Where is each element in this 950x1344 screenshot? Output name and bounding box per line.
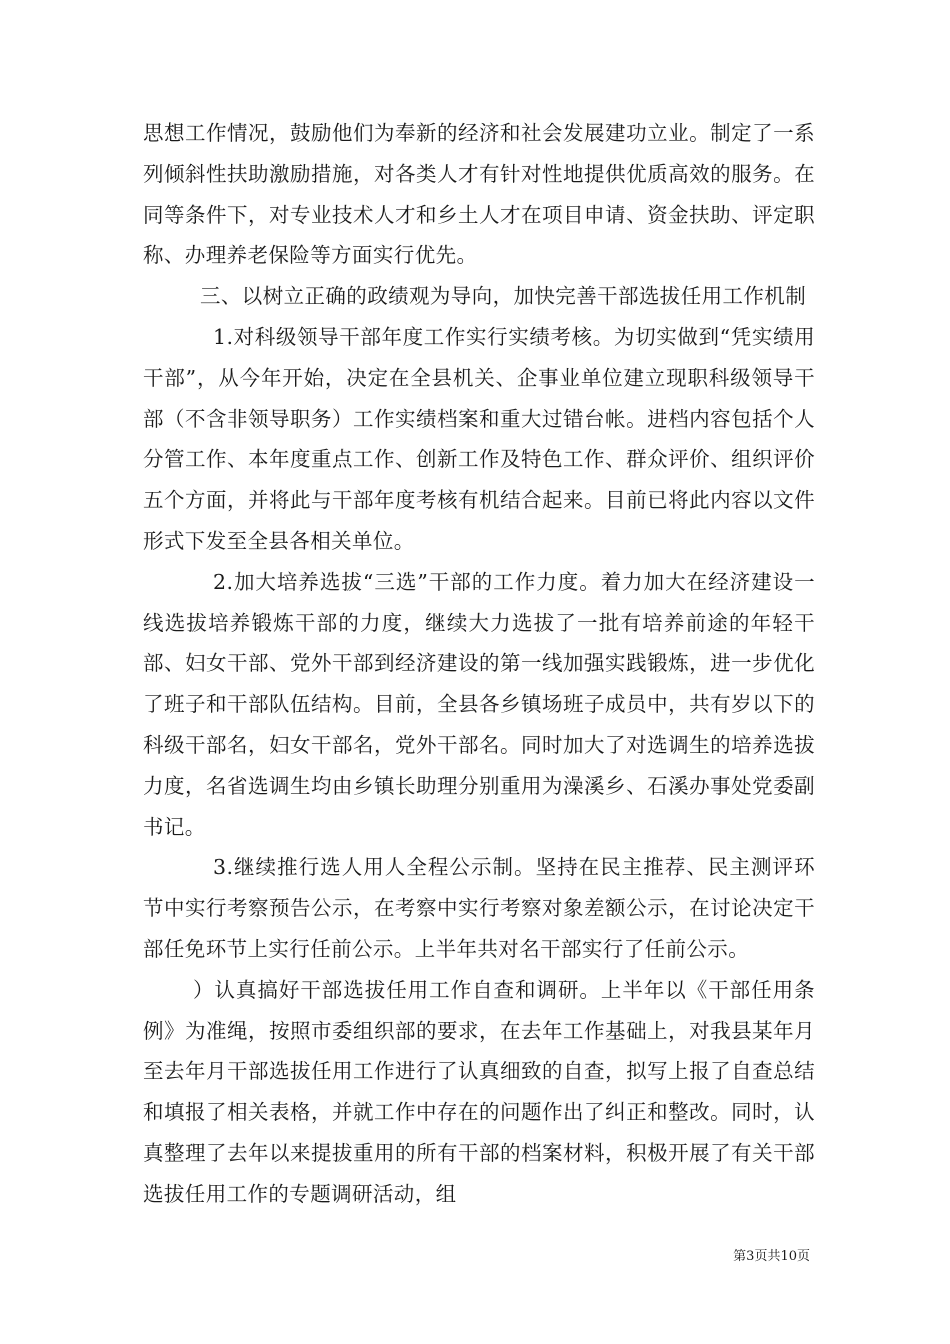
paragraph-talent-services: 思想工作情况，鼓励他们为奉新的经济和社会发展建功立业。制定了一系列倾斜性扶助激励措施，对各类人才有针对性地提供优质高效的服务。在同等条件下，对专业技术人才和乡土人才在项目申请、资金扶助、评定职称、办理养老保险等方面实行优先。 [143, 121, 815, 268]
paragraph-item-1: 1.对科级领导干部年度工作实行实绩考核。为切实做到“凭实绩用干部”，从今年开始，决定在全县机关、企事业单位建立现职科级领导干部（不含非领导职务）工作实绩档案和重大过错台帐。进档内容包括个人分管工作、本年度重点工作、创新工作及特色工作、群众评价、组织评价五个方面，并将此与干部年度考核有机结合起来。目前已将此内容以文件形式下发至全县各相关单位。 [143, 324, 815, 553]
page-number-footer: 第3页共10页 [733, 1249, 810, 1264]
document-body [143, 113, 815, 1215]
paragraph-item-2: 2.加大培养选拔“三选”干部的工作力度。着力加大在经济建设一线选拔培养锻炼干部的力度，继续大力选拔了一批有培养前途的年轻干部、妇女干部、党外干部到经济建设的第一线加强实践锻炼，进一步优化了班子和干部队伍结构。目前，全县各乡镇场班子成员中，共有岁以下的科级干部名，妇女干部名，党外干部名。同时加大了对选调生的培养选拔力度，名省选调生均由乡镇长助理分别重用为澡溪乡、石溪办事处党委副书记。 [143, 569, 815, 839]
paragraph-item-3: 3.继续推行选人用人全程公示制。坚持在民主推荐、民主测评环节中实行考察预告公示，在考察中实行考察对象差额公示，在讨论决定干部任免环节上实行任前公示。上半年共对名干部实行了任前公示。 [143, 855, 815, 961]
section-heading-three: 三、以树立正确的政绩观为导向，加快完善干部选拔任用工作机制 [200, 284, 807, 309]
paragraph-self-inspection: ）认真搞好干部选拔任用工作自查和调研。上半年以《干部任用条例》为准绳，按照市委组织部的要求，在去年工作基础上，对我县某年月至去年月干部选拔任用工作进行了认真细致的自查，拟写上报了自查总结和填报了相关表格，并就工作中存在的问题作出了纠正和整改。同时，认真整理了去年以来提拔重用的所有干部的档案材料，积极开展了有关干部选拔任用工作的专题调研活动，组 [143, 977, 815, 1206]
